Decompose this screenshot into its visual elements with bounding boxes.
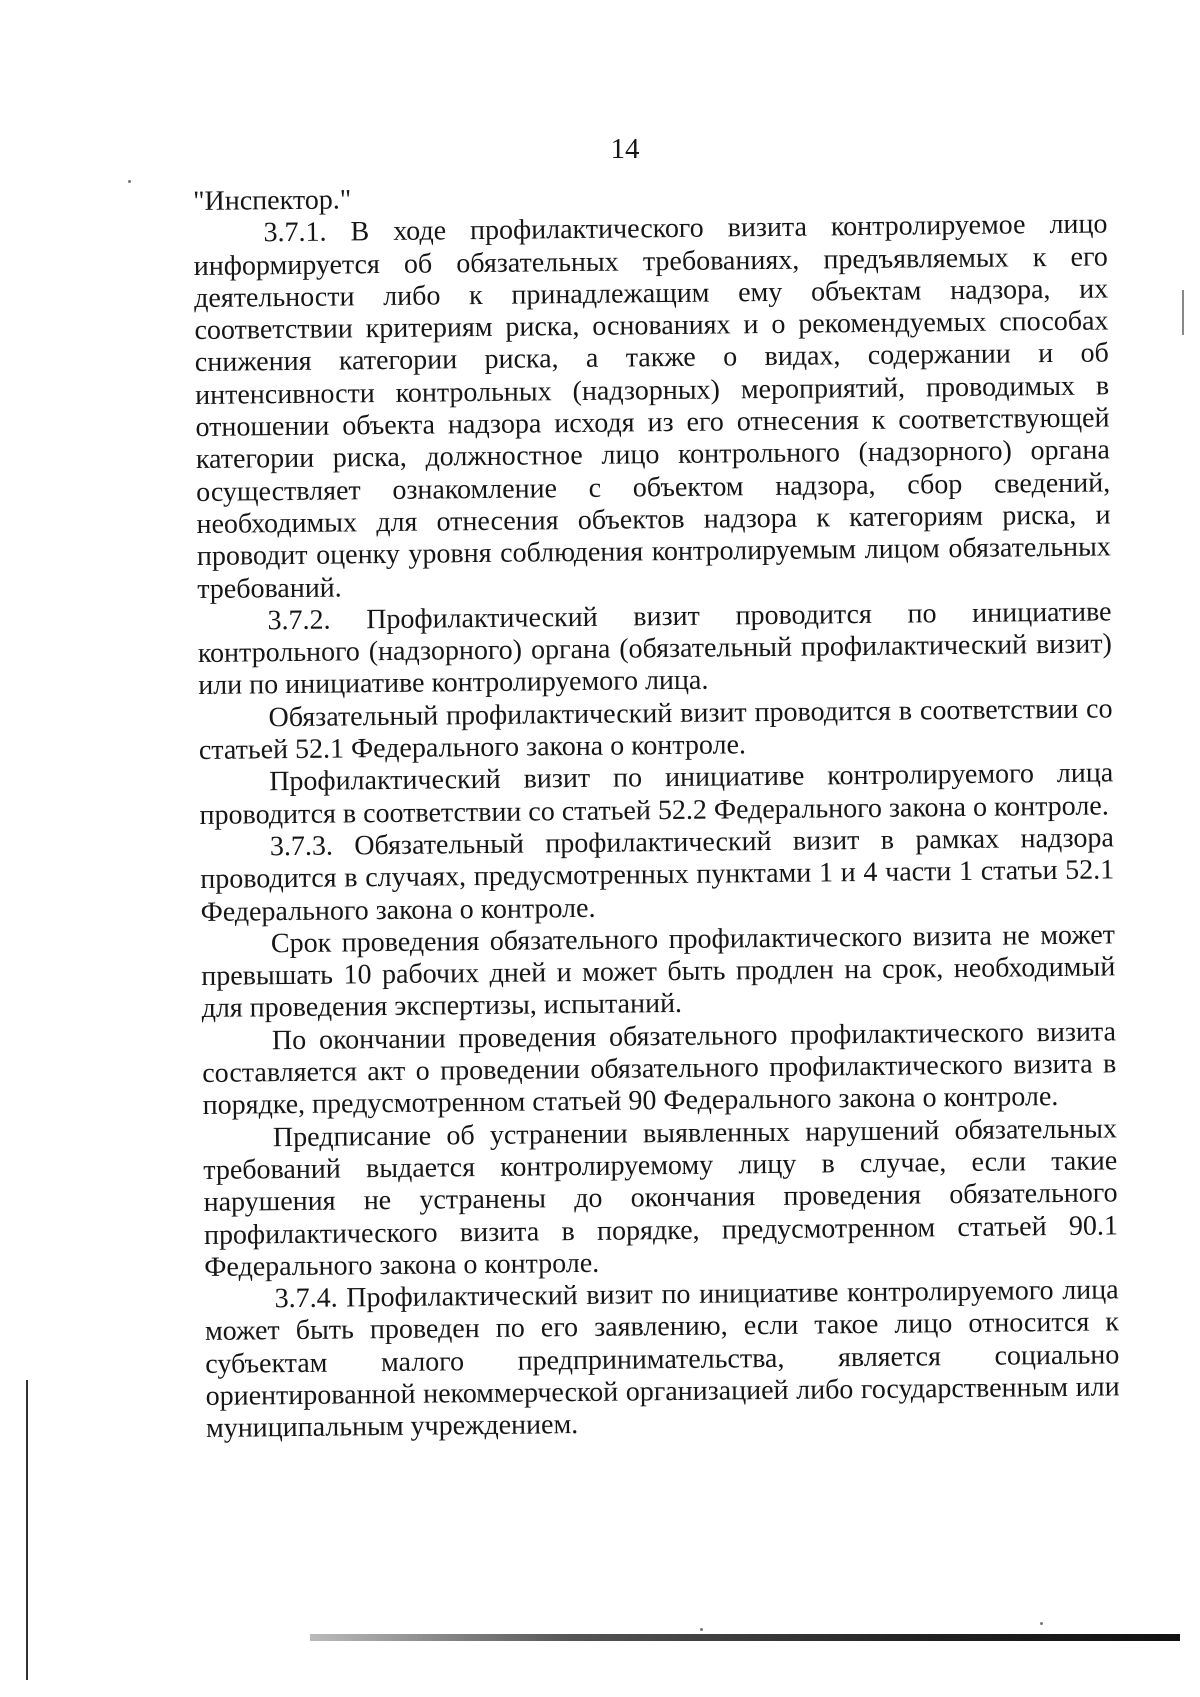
- paragraph-3-7-1: 3.7.1. В ходе профилактического визита контролируемое лицо информируется об обязательных требованиях, предъявляемых к его деятельности либо к принадлежащим ему объектам надзора, их соответствии критериям риска, основаниях и о рекомендуемых способах снижения категории риска, а также о видах, содержании и об интенсивности контрольных (надзорных) мероприятий, проводимых в отношении объекта надзора исходя из его отнесения к соответствующей категории риска, должностное лицо контрольного (надзорного) органа осуществляет ознакомление с объектом надзора, сбор сведений, необходимых для отнесения объектов надзора к категориям риска, и проводит оценку уровня соблюдения контролируемым лицом обязательных требований.: [193, 208, 1111, 605]
- page-number: 14: [610, 133, 640, 165]
- paragraph-initiative-visit: Профилактический визит по инициативе контролируемого лица проводится в соответствии со статьей 52.2 Федерального закона о контроле.: [199, 757, 1114, 831]
- paragraph-3-7-2: 3.7.2. Профилактический визит проводится по инициативе контрольного (надзорного) органа (обязательный профилактический визит) или по инициативе контролируемого лица.: [197, 596, 1113, 702]
- document-body: [193, 176, 1120, 1445]
- scan-speck: [1040, 1622, 1043, 1625]
- paragraph-3-7-4: 3.7.4. Профилактический визит по инициативе контролируемого лица может быть проведен по его заявлению, если такое лицо относится к субъектам малого предпринимательства, является социально ориентированной некоммерческой организацией либо государственным или муниципальным учреждением.: [204, 1274, 1120, 1445]
- scan-bottom-line: [310, 1634, 1180, 1641]
- scan-edge-left: [26, 1380, 28, 1680]
- paragraph-mandatory-visit: Обязательный профилактический визит проводится в соответствии со статьей 52.1 Федерального закона о контроле.: [198, 693, 1113, 767]
- paragraph-prescription: Предписание об устранении выявленных нарушений обязательных требований выдается контролируемому лицу в случае, если такие нарушения не устранены до окончания проведения обязательного профилактического визита в порядке, предусмотренном статьей 90.1 Федерального закона о контроле.: [203, 1112, 1119, 1283]
- paragraph-visit-duration: Срок проведения обязательного профилактического визита не может превышать 10 рабочих дней и может быть продлен на срок, необходимый для проведения экспертизы, испытаний.: [201, 919, 1116, 1025]
- paragraph-3-7-3: 3.7.3. Обязательный профилактический визит в рамках надзора проводится в случаях, предусмотренных пунктами 1 и 4 части 1 статьи 52.1 Федерального закона о контроле.: [200, 822, 1115, 928]
- scan-edge-right: [1182, 290, 1184, 335]
- paragraph-visit-act: По окончании проведения обязательного профилактического визита составляется акт о проведении обязательного профилактического визита в порядке, предусмотренном статьей 90 Федерального закона о контроле.: [202, 1016, 1117, 1122]
- scan-speck: [128, 180, 131, 183]
- scan-speck: [700, 1628, 703, 1631]
- paragraph-inspector-quote: "Инспектор.": [193, 184, 352, 217]
